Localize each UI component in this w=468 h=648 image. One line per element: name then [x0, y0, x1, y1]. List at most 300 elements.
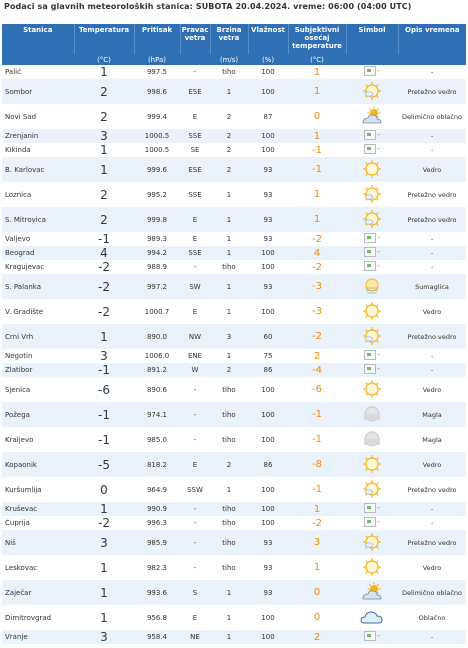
cell-subjektivni: -2: [288, 324, 346, 349]
stations-table-body: [2, 65, 466, 644]
cell-vlaznost: 100: [261, 307, 275, 316]
cell-opis: -: [398, 363, 466, 377]
cell-temperatura: -1: [74, 363, 134, 377]
cell-pritisak: 974.1: [134, 402, 180, 427]
sun-cloud-icon: [360, 582, 384, 604]
cell-brzina: 1: [226, 485, 232, 494]
cell-stanica: V. Gradište: [5, 307, 44, 316]
broken-image-icon: -: [364, 364, 380, 376]
table-row: [2, 260, 466, 274]
cell-subjektivni: -6: [312, 384, 322, 395]
table-row: [2, 605, 466, 630]
cell-brzina: tiho: [210, 502, 248, 516]
cell-simbol: [346, 377, 398, 402]
fog-icon: [362, 429, 382, 451]
cell-subjektivni: 1: [313, 562, 321, 573]
fog-icon: [362, 404, 382, 426]
cell-pritisak: 985.9: [134, 530, 180, 555]
cell-simbol: [346, 452, 398, 477]
cell-simbol: [346, 274, 398, 299]
cell-stanica: Niš: [2, 530, 74, 555]
cell-pritisak: 993.6: [134, 580, 180, 605]
cloud-icon: [360, 607, 384, 629]
cell-brzina: 1: [226, 190, 232, 199]
sun-icon: [362, 301, 382, 323]
broken-image-icon: -: [364, 144, 380, 156]
cell-temperatura: 1: [100, 610, 108, 625]
broken-image-icon: -: [364, 261, 380, 273]
cell-pravac: -: [193, 68, 197, 76]
cell-brzina: 2: [210, 129, 248, 143]
cell-simbol: [346, 605, 398, 630]
col-pritisak: Pritisak: [134, 24, 180, 54]
cell-opis: Vedro: [398, 452, 466, 477]
cell-opis: -: [430, 519, 434, 527]
cell-pravac: -: [193, 563, 197, 572]
cell-vlaznost: 75: [263, 352, 273, 360]
table-row: [2, 377, 466, 402]
cell-temperatura: 1: [74, 324, 134, 349]
cell-simbol: [346, 182, 398, 207]
cell-opis: Pretežno vedro: [398, 530, 466, 555]
table-row: [2, 502, 466, 516]
broken-image-icon: -: [364, 350, 380, 362]
table-row: [2, 349, 466, 363]
cell-simbol: [346, 502, 398, 516]
cell-simbol: [346, 79, 398, 104]
cell-temperatura: 3: [74, 129, 134, 143]
cell-subjektivni: 0: [313, 612, 321, 623]
table-row: [2, 232, 466, 246]
cell-simbol: [346, 324, 398, 349]
cell-stanica: Palić: [5, 68, 21, 76]
cell-subjektivni: 3: [288, 530, 346, 555]
cell-pravac: ENE: [187, 352, 203, 360]
cell-opis: Pretežno vedro: [407, 485, 457, 494]
cell-vlaznost: 93: [263, 235, 273, 243]
cell-temperatura: 3: [74, 630, 134, 644]
cell-simbol: [346, 104, 398, 129]
page-title: Podaci sa glavnih meteoroloških stanica: SUBOTA 20.04.2024. vreme: 06:00 (04:00 UTC): [4, 2, 412, 11]
cell-opis: -: [430, 146, 434, 154]
cell-pritisak: 995.2: [146, 190, 168, 199]
cell-vlaznost: 86: [248, 452, 288, 477]
cell-brzina: 1: [210, 207, 248, 232]
cell-simbol: [346, 427, 398, 452]
cell-subjektivni: -2: [312, 261, 322, 273]
cell-temperatura: 1: [74, 502, 134, 516]
cell-pritisak: 1006.0: [144, 352, 170, 360]
cell-opis: Pretežno vedro: [398, 207, 466, 232]
table-row: [2, 182, 466, 207]
cell-simbol: [346, 246, 398, 260]
cell-pritisak: 958.4: [134, 630, 180, 644]
cell-pravac: SSW: [187, 485, 203, 494]
cell-brzina: 1: [226, 307, 232, 316]
cell-pritisak: 818.2: [134, 452, 180, 477]
table-row: [2, 79, 466, 104]
col-opis: Opis vremena: [398, 24, 466, 54]
cell-pravac: E: [180, 452, 210, 477]
cell-pravac: -: [193, 435, 197, 444]
table-row: [2, 630, 466, 644]
col-stanica: Stanica: [2, 24, 74, 54]
cell-subjektivni: -1: [312, 144, 322, 156]
table-row: [2, 402, 466, 427]
cell-stanica: Valjevo: [5, 235, 31, 243]
cell-opis: -: [398, 246, 466, 260]
cell-simbol: [346, 516, 398, 530]
col-vlaznost: Vlažnost: [248, 24, 288, 54]
cell-vlaznost: 100: [261, 519, 275, 527]
cell-stanica: Kopaonik: [2, 452, 74, 477]
cell-vlaznost: 93: [263, 190, 273, 199]
cell-vlaznost: 100: [248, 402, 288, 427]
cell-temperatura: 2: [74, 79, 134, 104]
cell-pravac: ESE: [180, 79, 210, 104]
cell-subjektivni: -8: [288, 452, 346, 477]
cell-stanica: Novi Sad: [5, 112, 37, 121]
cell-stanica: Kikinda: [5, 146, 31, 154]
table-row: [2, 65, 466, 79]
table-row: [2, 580, 466, 605]
unit-brzina: (m/s): [210, 54, 248, 65]
unit-pritisak: (hPa): [134, 54, 180, 65]
col-simbol: Simbol: [346, 24, 398, 54]
broken-image-icon: -: [364, 66, 380, 78]
cell-pravac: S: [180, 580, 210, 605]
cell-brzina: 1: [210, 79, 248, 104]
unit-simbol: [346, 54, 398, 65]
cell-temperatura: 3: [100, 349, 108, 363]
table-row: [2, 104, 466, 129]
cell-pravac: SSE: [180, 246, 210, 260]
cell-temperatura: -2: [98, 304, 110, 319]
cell-subjektivni: -4: [288, 363, 346, 377]
cell-subjektivni: 0: [313, 111, 321, 122]
cell-subjektivni: -1: [312, 484, 322, 495]
cell-pritisak: 890.6: [146, 385, 168, 394]
cell-temperatura: 2: [100, 109, 108, 124]
cell-brzina: 2: [210, 452, 248, 477]
cell-brzina: 2: [210, 157, 248, 182]
cell-temperatura: 1: [100, 560, 108, 575]
cell-simbol: [346, 260, 398, 274]
cell-vlaznost: 60: [248, 324, 288, 349]
cell-simbol: [346, 157, 398, 182]
cell-vlaznost: 100: [248, 129, 288, 143]
cell-brzina: 3: [210, 324, 248, 349]
table-row: [2, 363, 466, 377]
cell-pritisak: 891.2: [134, 363, 180, 377]
cell-pritisak: 982.3: [146, 563, 168, 572]
cell-pritisak: 1000.5: [134, 129, 180, 143]
cell-brzina: tiho: [222, 263, 236, 271]
cell-opis: Vedro: [398, 157, 466, 182]
cell-simbol: [346, 477, 398, 502]
cell-vlaznost: 100: [248, 630, 288, 644]
table-row: [2, 427, 466, 452]
cell-vlaznost: 100: [248, 246, 288, 260]
cell-stanica: S. Palanka: [2, 274, 74, 299]
cell-stanica: Vranje: [2, 630, 74, 644]
cell-vlaznost: 93: [248, 530, 288, 555]
cell-opis: Oblačno: [418, 613, 446, 622]
cell-subjektivni: 2: [288, 630, 346, 644]
table-row: [2, 143, 466, 157]
partly-sunny-icon: [362, 209, 382, 231]
cell-stanica: Zaječar: [2, 580, 74, 605]
cell-brzina: tiho: [222, 519, 236, 527]
cell-pritisak: 1000.7: [144, 307, 170, 316]
cell-pritisak: 999.6: [134, 157, 180, 182]
cell-simbol: [346, 129, 398, 143]
cell-pritisak: 999.4: [146, 112, 168, 121]
cell-subjektivni: -3: [288, 274, 346, 299]
table-row: [2, 324, 466, 349]
cell-pravac: SE: [190, 146, 200, 154]
cell-stanica: B. Karlovac: [2, 157, 74, 182]
cell-stanica: Kuršumlija: [5, 485, 42, 494]
cell-subjektivni: 1: [288, 502, 346, 516]
cell-opis: Pretežno vedro: [398, 79, 466, 104]
unit-temperatura: (°C): [74, 54, 134, 65]
cell-brzina: 2: [226, 146, 232, 154]
cell-pritisak: 989.3: [146, 235, 168, 243]
haze-icon: [362, 276, 382, 298]
cell-temperatura: 1: [100, 143, 108, 157]
cell-pritisak: 998.6: [134, 79, 180, 104]
cell-vlaznost: 100: [261, 435, 275, 444]
cell-vlaznost: 93: [263, 563, 273, 572]
cell-pravac: -: [180, 502, 210, 516]
cell-vlaznost: 93: [248, 580, 288, 605]
cell-subjektivni: 1: [288, 79, 346, 104]
unit-pravac: [180, 54, 210, 65]
cell-temperatura: -2: [98, 516, 110, 530]
cell-brzina: 1: [210, 246, 248, 260]
cell-opis: Pretežno vedro: [398, 324, 466, 349]
cell-stanica: Crni Vrh: [2, 324, 74, 349]
cell-opis: -: [398, 129, 466, 143]
table-row: [2, 246, 466, 260]
stations-table: [2, 24, 466, 644]
cell-vlaznost: 86: [248, 363, 288, 377]
cell-temperatura: 0: [100, 482, 108, 497]
unit-vlaznost: (%): [248, 54, 288, 65]
cell-vlaznost: 100: [248, 502, 288, 516]
cell-opis: Vedro: [422, 385, 442, 394]
cell-pravac: W: [180, 363, 210, 377]
broken-image-icon: -: [364, 517, 380, 529]
table-row: [2, 555, 466, 580]
cell-subjektivni: -1: [288, 157, 346, 182]
cell-pravac: NW: [180, 324, 210, 349]
cell-simbol: [346, 143, 398, 157]
cell-vlaznost: 93: [248, 157, 288, 182]
cell-opis: -: [398, 630, 466, 644]
cell-opis: -: [398, 502, 466, 516]
unit-opis: [398, 54, 466, 65]
sun-icon: [362, 557, 382, 579]
cell-stanica: Požega: [2, 402, 74, 427]
col-temperatura: Temperatura: [74, 24, 134, 54]
cell-temperatura: -2: [74, 274, 134, 299]
cell-temperatura: 1: [74, 157, 134, 182]
cell-pravac: -: [180, 530, 210, 555]
cell-opis: Vedro: [422, 563, 442, 572]
cell-pravac: -: [193, 385, 197, 394]
cell-brzina: tiho: [222, 385, 236, 394]
table-row: [2, 530, 466, 555]
partly-sunny-icon: [362, 532, 382, 554]
cell-opis: -: [430, 263, 434, 271]
cell-vlaznost: 100: [248, 79, 288, 104]
cell-subjektivni: 1: [288, 129, 346, 143]
table-row: [2, 157, 466, 182]
cell-pravac: E: [192, 235, 198, 243]
table-row: [2, 129, 466, 143]
unit-subjektivni: (°C): [288, 54, 346, 65]
cell-opis: Pretežno vedro: [407, 190, 457, 199]
cell-pritisak: 988.9: [146, 263, 168, 271]
cell-stanica: Zlatibor: [2, 363, 74, 377]
cell-vlaznost: 100: [261, 385, 275, 394]
table-row: [2, 452, 466, 477]
cell-brzina: 2: [210, 363, 248, 377]
cell-pravac: ESE: [180, 157, 210, 182]
sun-icon: [362, 159, 382, 181]
cell-temperatura: -5: [74, 452, 134, 477]
cell-stanica: Negotin: [5, 352, 33, 360]
cell-simbol: [346, 630, 398, 644]
cell-subjektivni: -3: [312, 306, 322, 317]
cell-opis: Magla: [422, 435, 442, 444]
cell-brzina: tiho: [222, 68, 236, 76]
cell-brzina: tiho: [222, 435, 236, 444]
cell-subjektivni: 0: [288, 580, 346, 605]
cell-pritisak: 999.8: [134, 207, 180, 232]
cell-subjektivni: -2: [312, 517, 322, 529]
cell-simbol: [346, 402, 398, 427]
cell-simbol: [346, 65, 398, 79]
unit-stanica: [2, 54, 74, 65]
cell-temperatura: -2: [98, 260, 110, 274]
cell-stanica: Ćuprija: [5, 519, 30, 527]
cell-subjektivni: 4: [288, 246, 346, 260]
cell-temperatura: 4: [74, 246, 134, 260]
table-row: [2, 516, 466, 530]
cell-simbol: [346, 580, 398, 605]
cell-brzina: tiho: [210, 530, 248, 555]
cell-pritisak: 990.9: [134, 502, 180, 516]
table-row: [2, 207, 466, 232]
sun-icon: [362, 454, 382, 476]
cell-simbol: [346, 232, 398, 246]
cell-vlaznost: 93: [248, 274, 288, 299]
partly-sunny-icon: [362, 326, 382, 348]
cell-vlaznost: 87: [263, 112, 273, 121]
cell-brzina: 2: [226, 112, 232, 121]
cell-brzina: 1: [226, 613, 232, 622]
table-row: [2, 477, 466, 502]
cell-temperatura: -6: [98, 382, 110, 397]
cell-brzina: 1: [210, 580, 248, 605]
cell-temperatura: -1: [74, 402, 134, 427]
cell-pritisak: 964.9: [146, 485, 168, 494]
broken-image-icon: -: [364, 631, 380, 643]
cell-brzina: 1: [210, 274, 248, 299]
cell-stanica: Sombor: [2, 79, 74, 104]
partly-sunny-icon: [362, 81, 382, 103]
cell-opis: Delimično oblačno: [401, 112, 463, 121]
cell-stanica: Sjenica: [5, 385, 31, 394]
cell-stanica: Kruševac: [2, 502, 74, 516]
cell-temperatura: 2: [100, 187, 108, 202]
cell-stanica: Dimitrovgrad: [5, 613, 52, 622]
cell-subjektivni: 1: [288, 207, 346, 232]
partly-sunny-icon: [362, 184, 382, 206]
table-row: [2, 299, 466, 324]
cell-pravac: NE: [180, 630, 210, 644]
cell-pravac: E: [192, 613, 198, 622]
cell-pravac: SSE: [180, 129, 210, 143]
broken-image-icon: -: [364, 503, 380, 515]
cell-pritisak: 996.3: [146, 519, 168, 527]
cell-pravac: E: [192, 112, 198, 121]
cell-opis: Sumaglica: [398, 274, 466, 299]
cell-brzina: tiho: [222, 563, 236, 572]
cell-pravac: -: [193, 519, 197, 527]
cell-stanica: Kraljevo: [5, 435, 34, 444]
cell-brzina: tiho: [210, 402, 248, 427]
cell-brzina: 1: [210, 630, 248, 644]
cell-simbol: [346, 555, 398, 580]
cell-pritisak: 997.5: [146, 68, 168, 76]
cell-vlaznost: 100: [261, 263, 275, 271]
cell-opis: Delimično oblačno: [398, 580, 466, 605]
cell-brzina: 1: [226, 235, 232, 243]
cell-subjektivni: -1: [288, 402, 346, 427]
cell-subjektivni: -2: [312, 233, 322, 245]
cell-subjektivni: 1: [313, 66, 321, 78]
cell-pritisak: 985.0: [146, 435, 168, 444]
partly-sunny-icon: [362, 479, 382, 501]
cell-opis: Vedro: [422, 307, 442, 316]
cell-simbol: [346, 349, 398, 363]
cell-pritisak: 890.0: [134, 324, 180, 349]
cell-temperatura: -1: [98, 432, 110, 447]
sun-icon: [362, 379, 382, 401]
cell-brzina: 1: [226, 352, 232, 360]
cell-simbol: [346, 299, 398, 324]
col-subjektivni: Subjektivni osećaj temperature: [288, 24, 346, 54]
cell-pravac: -: [180, 402, 210, 427]
cell-simbol: [346, 363, 398, 377]
cell-stanica: S. Mitrovica: [2, 207, 74, 232]
cell-subjektivni: 2: [313, 350, 321, 362]
cell-pravac: E: [192, 307, 198, 316]
stations-table-wrap: [2, 24, 466, 644]
cell-temperatura: 1: [74, 580, 134, 605]
cell-vlaznost: 100: [261, 485, 275, 494]
cell-vlaznost: 100: [261, 146, 275, 154]
broken-image-icon: -: [364, 247, 380, 259]
cell-vlaznost: 100: [261, 613, 275, 622]
cell-pravac: SSE: [188, 190, 202, 199]
sun-cloud-icon: [360, 106, 384, 128]
cell-simbol: [346, 207, 398, 232]
